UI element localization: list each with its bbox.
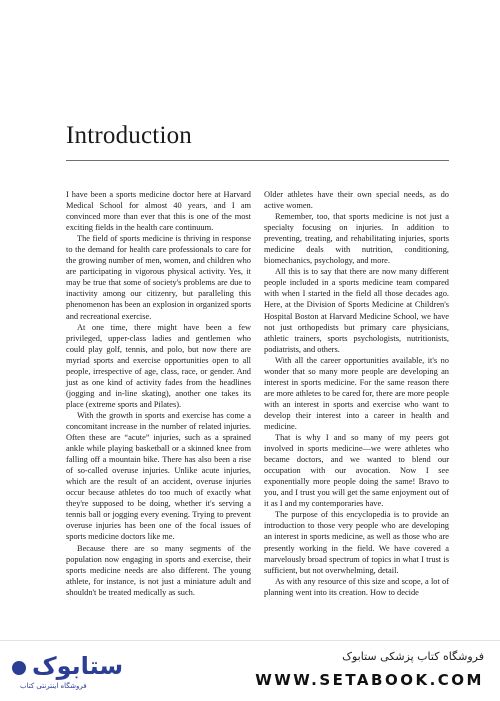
paragraph: With all the career opportunities available, it's no wonder that so many more people are developing an interest in sports medicine. For the same reason there are more athletes to be cared for, there are more people with an interest in sports and exercise who want to develop their interest into a career in health and medicine. [264,355,449,431]
store-logo[interactable] [6,650,124,696]
store-name: فروشگاه کتاب پزشکی ستابوک [342,650,484,663]
paragraph: Because there are so many segments of the population now engaging in sports and exercise, their sports medicine needs are also different. The young athlete, for instance, is not just a miniature adult and shouldn't be treated medically as such. [66,543,251,597]
paragraph: The purpose of this encyclopedia is to provide an introduction to those very people who are developing an interest in sports medicine, as well as those who are presently working in the field. We have covered a marvelously broad spectrum of topics in what I trust is sufficient, but not overwhelming, detail. [264,510,449,575]
store-url-link[interactable]: WWW.SETABOOK.COM [255,671,484,689]
paragraph: Older athletes have their own special needs, as do active women. [264,190,449,211]
left-column [66,189,251,598]
paragraph: All this is to say that there are now many different people included in a sports medicine team compared with when I started in the field all those decades ago. Here, at the Division of Sports Medicine at Children's Hospital Boston at Harvard Medicine School, we have not just orthopedists but primary care physicians, athletic trainers, sports psychologists, nutritionists, podiatrists, and others. [264,267,449,354]
paragraph: With the growth in sports and exercise has come a concomitant increase in the number of related injuries. Often these are “acute” injuries, such as a sprained ankle while playing basketball or a skinned knee from falling off a mountain bike. There has also been a rise of so-called overuse injuries. Unlike acute injuries, which are the result of an accident, overuse injuries occur because athletes do too much of exactly what they're supposed to be doing, whether it's serving a tennis ball or jogging every evening. Trying to prevent overuse injuries has been one of the focal issues of sports medicine doctors like me. [66,410,251,542]
title-rule [66,160,449,161]
paragraph: As with any resource of this size and scope, a lot of planning went into its creation. How to decide [264,576,449,597]
paragraph: I have been a sports medicine doctor here at Harvard Medical School for almost 40 years, and I am convinced more than ever that this is one of the most exciting fields in the health care continuum. [66,190,251,233]
page-title: Introduction [66,122,192,149]
paragraph: Remember, too, that sports medicine is not just a specialty focusing on injuries. In addition to preventing, treating, and rehabilitating injuries, sports medicine deals with nutrition, conditioning, biomechanics, psychology, and more. [264,212,449,266]
logo-subtext: فروشگاه اینترنتی کتاب [20,682,87,690]
paragraph: At one time, there might have been a few privileged, upper-class ladies and gentlemen who could play golf, tennis, and polo, but now there are myriad sports and exercise opportunities open to all people, irrespective of age, class, race, or gender. And just as one kind of activity fades from the headlines (jogging and in-line skating), another one takes its place (extreme sports and Pilates). [66,322,251,409]
paragraph: The field of sports medicine is thriving in response to the demand for health care professionals to care for the growing number of men, women, and children who are participating in vigorous physical activity. Yes, it may be true that some of society's problems are due to inactivity among our citizenry, but paralleling this phenomenon has been an explosion in organized sports and recreational exercise. [66,234,251,321]
right-column [264,189,449,598]
logo-text: ستابوک [32,652,124,680]
logo-mark-icon [12,661,26,675]
paragraph: That is why I and so many of my peers got involved in sports medicine—we were athletes who became doctors, and we wanted to blend our occupation with our avocation. Now I see exponentially more people doing the same! Bravo to you, and I trust you will get the same enjoyment out of it as I and my contemporaries have. [264,433,449,509]
